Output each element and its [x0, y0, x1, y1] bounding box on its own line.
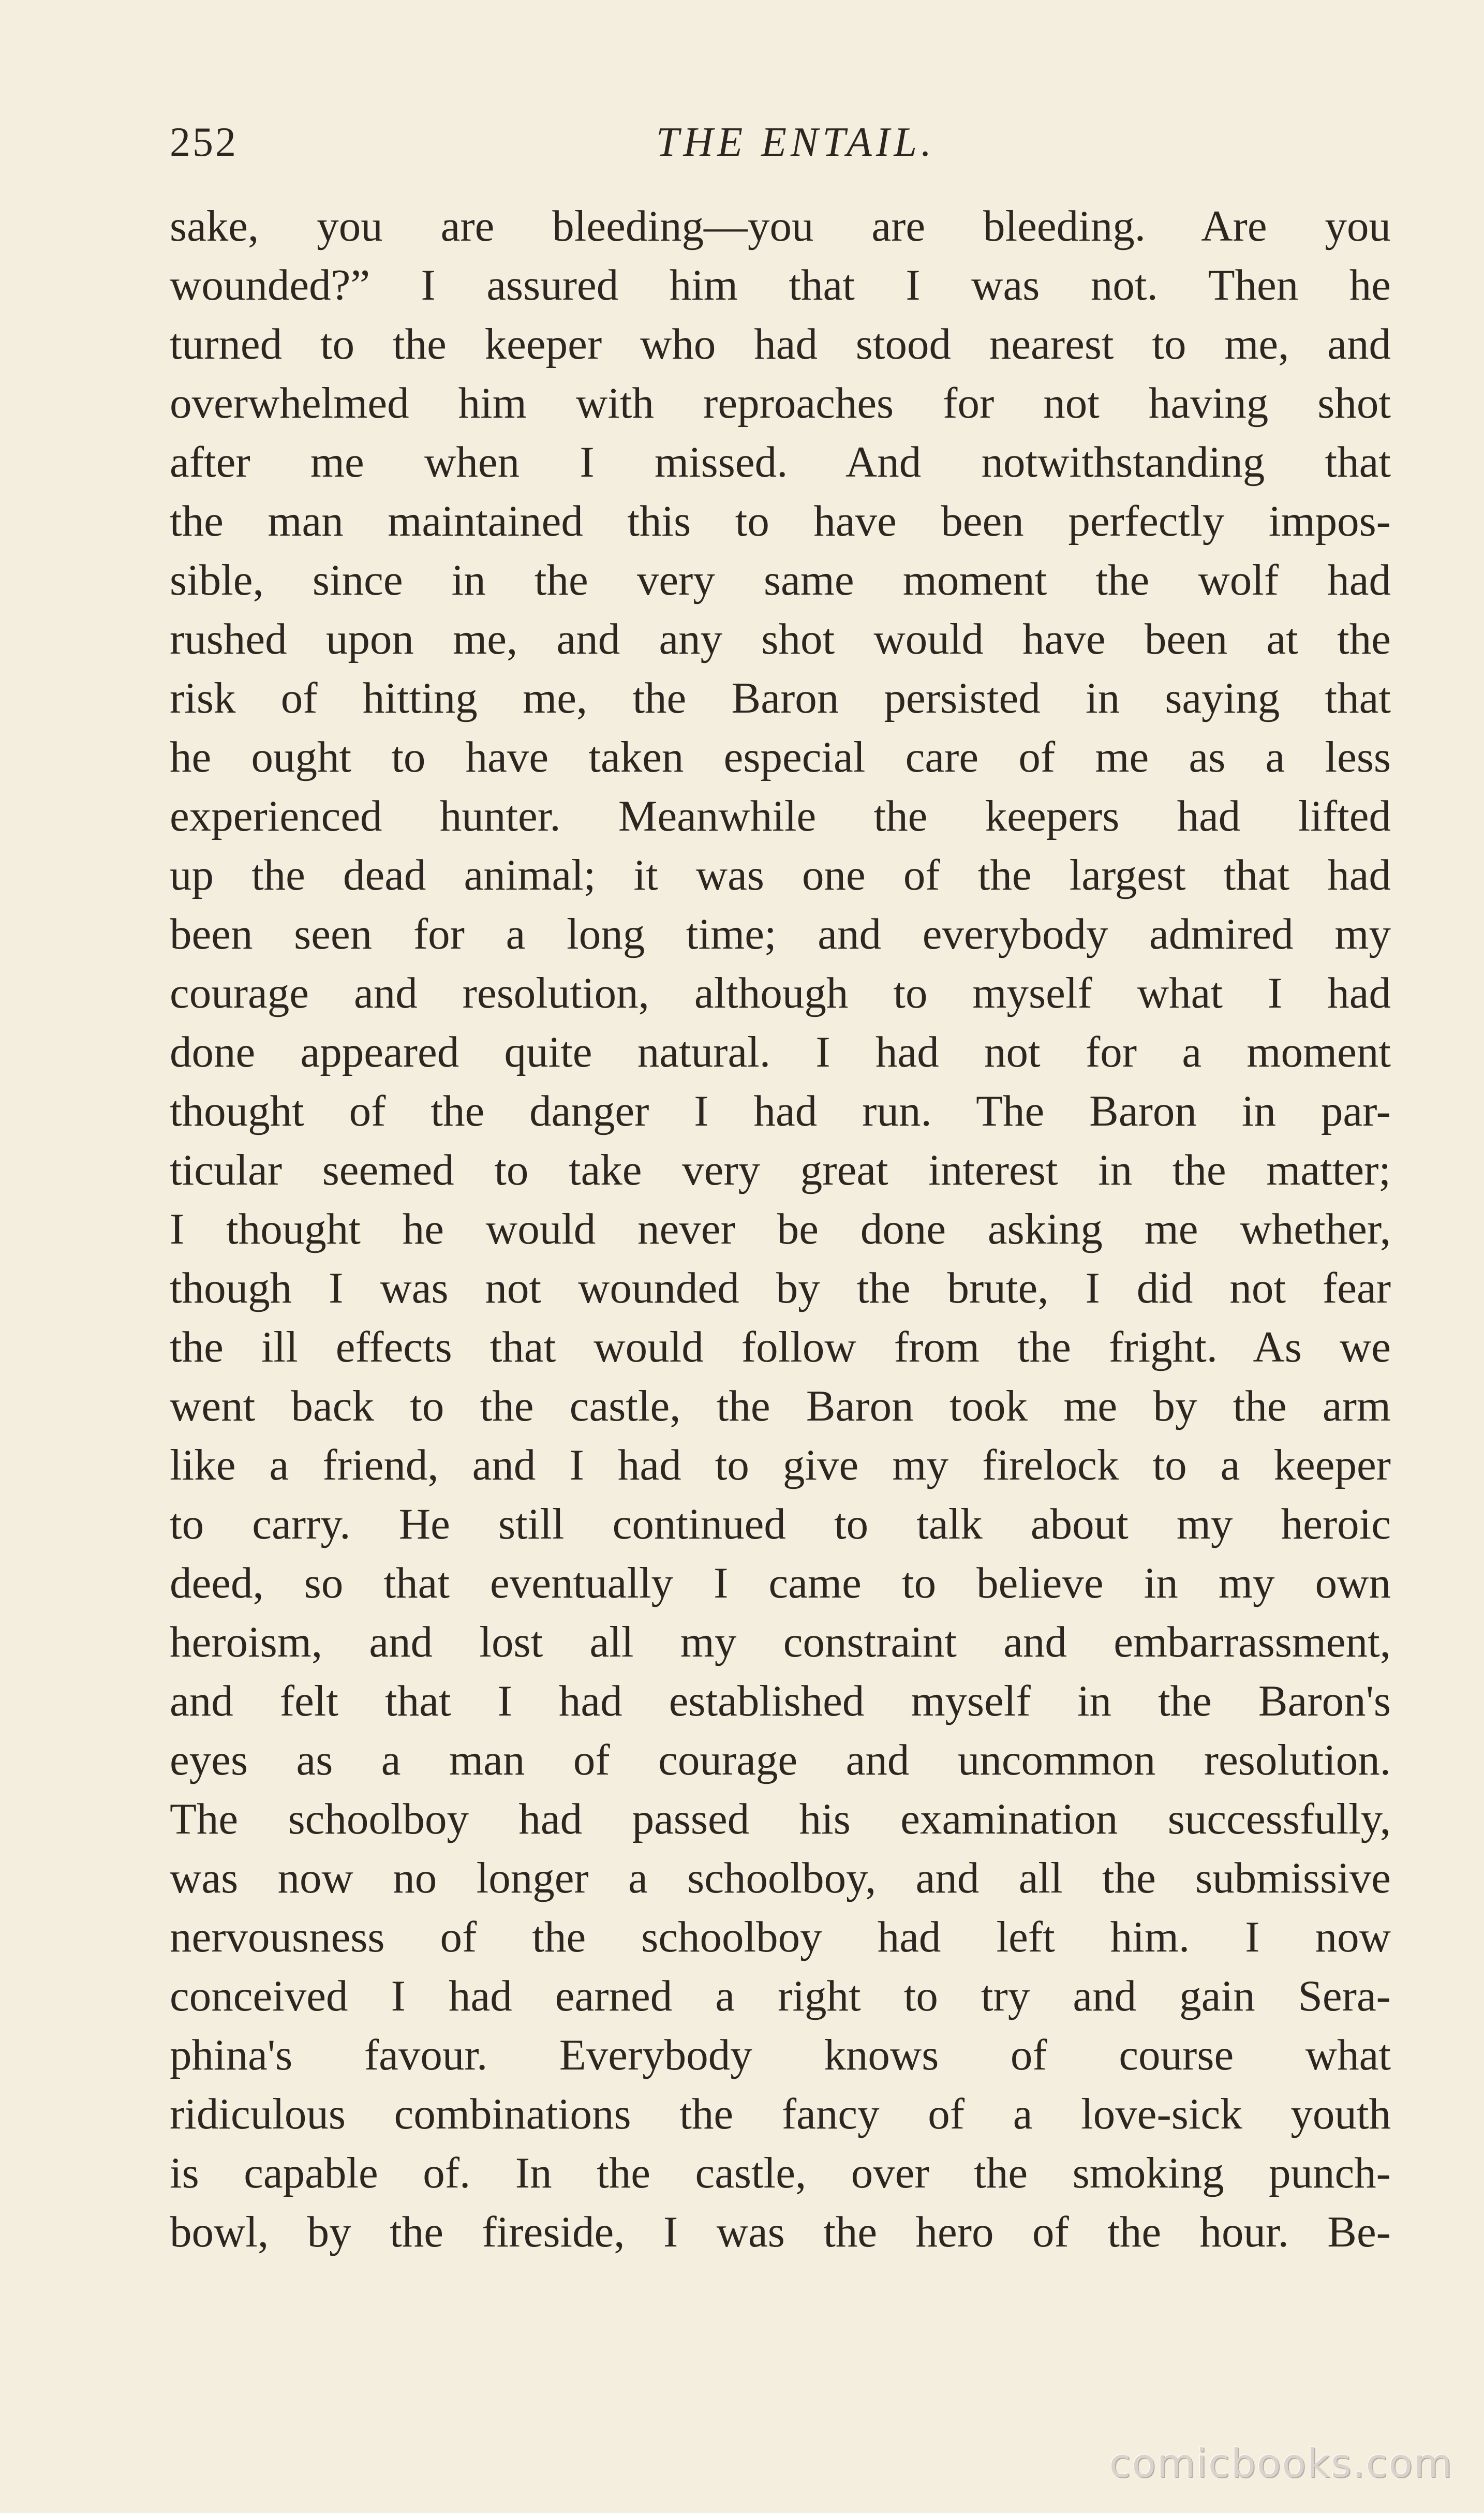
text-line: been seen for a long time; and everybody admired my	[170, 910, 1391, 958]
text-line: is capable of. In the castle, over the smoking punch-	[170, 2149, 1391, 2197]
text-line: eyes as a man of courage and uncommon resolution.	[170, 1736, 1391, 1784]
text-line: overwhelmed him with reproaches for not having shot	[170, 379, 1391, 427]
page-header	[170, 104, 1391, 181]
text-line: and felt that I had established myself in the Baron's	[170, 1677, 1391, 1725]
running-title: THE ENTAIL.	[656, 120, 936, 165]
text-line: courage and resolution, although to myself what I had	[170, 969, 1391, 1017]
text-line: to carry. He still continued to talk about my heroic	[170, 1500, 1391, 1548]
text-line: up the dead animal; it was one of the largest that had	[170, 851, 1391, 899]
watermark: comicbooks.com	[1109, 2440, 1453, 2486]
text-line: experienced hunter. Meanwhile the keepers had lifted	[170, 792, 1391, 840]
text-line: thought of the danger I had run. The Baron in par-	[170, 1087, 1391, 1135]
text-line: bowl, by the fireside, I was the hero of the hour. Be-	[170, 2208, 1391, 2256]
text-line: conceived I had earned a right to try and gain Sera-	[170, 1972, 1391, 2020]
text-line: I thought he would never be done asking me whether,	[170, 1205, 1391, 1253]
text-line: heroism, and lost all my constraint and embarrassment,	[170, 1618, 1391, 1666]
text-line: went back to the castle, the Baron took me by the arm	[170, 1382, 1391, 1430]
page-number: 252	[170, 120, 238, 165]
text-line: The schoolboy had passed his examination successfully,	[170, 1795, 1391, 1843]
text-line: wounded?” I assured him that I was not. Then he	[170, 261, 1391, 309]
text-line: phina's favour. Everybody knows of course what	[170, 2031, 1391, 2079]
text-line: sible, since in the very same moment the wolf had	[170, 556, 1391, 604]
text-line: done appeared quite natural. I had not for a moment	[170, 1028, 1391, 1076]
text-line: rushed upon me, and any shot would have been at the	[170, 615, 1391, 663]
text-line: risk of hitting me, the Baron persisted in saying that	[170, 674, 1391, 722]
text-line: the ill effects that would follow from the fright. As we	[170, 1323, 1391, 1371]
body-text	[170, 197, 1391, 2261]
text-line: after me when I missed. And notwithstanding that	[170, 438, 1391, 486]
text-line: ridiculous combinations the fancy of a love-sick youth	[170, 2090, 1391, 2138]
text-line: the man maintained this to have been perfectly impos-	[170, 497, 1391, 545]
text-line: sake, you are bleeding—you are bleeding. Are you	[170, 202, 1391, 250]
text-line: turned to the keeper who had stood nearest to me, and	[170, 320, 1391, 368]
text-line: nervousness of the schoolboy had left him. I now	[170, 1913, 1391, 1961]
text-line: he ought to have taken especial care of me as a less	[170, 733, 1391, 781]
text-line: was now no longer a schoolboy, and all the submissive	[170, 1854, 1391, 1902]
text-line: though I was not wounded by the brute, I did not fear	[170, 1264, 1391, 1312]
text-line: ticular seemed to take very great interest in the matter;	[170, 1146, 1391, 1194]
text-line: like a friend, and I had to give my firelock to a keeper	[170, 1441, 1391, 1489]
text-line: deed, so that eventually I came to believe in my own	[170, 1559, 1391, 1607]
